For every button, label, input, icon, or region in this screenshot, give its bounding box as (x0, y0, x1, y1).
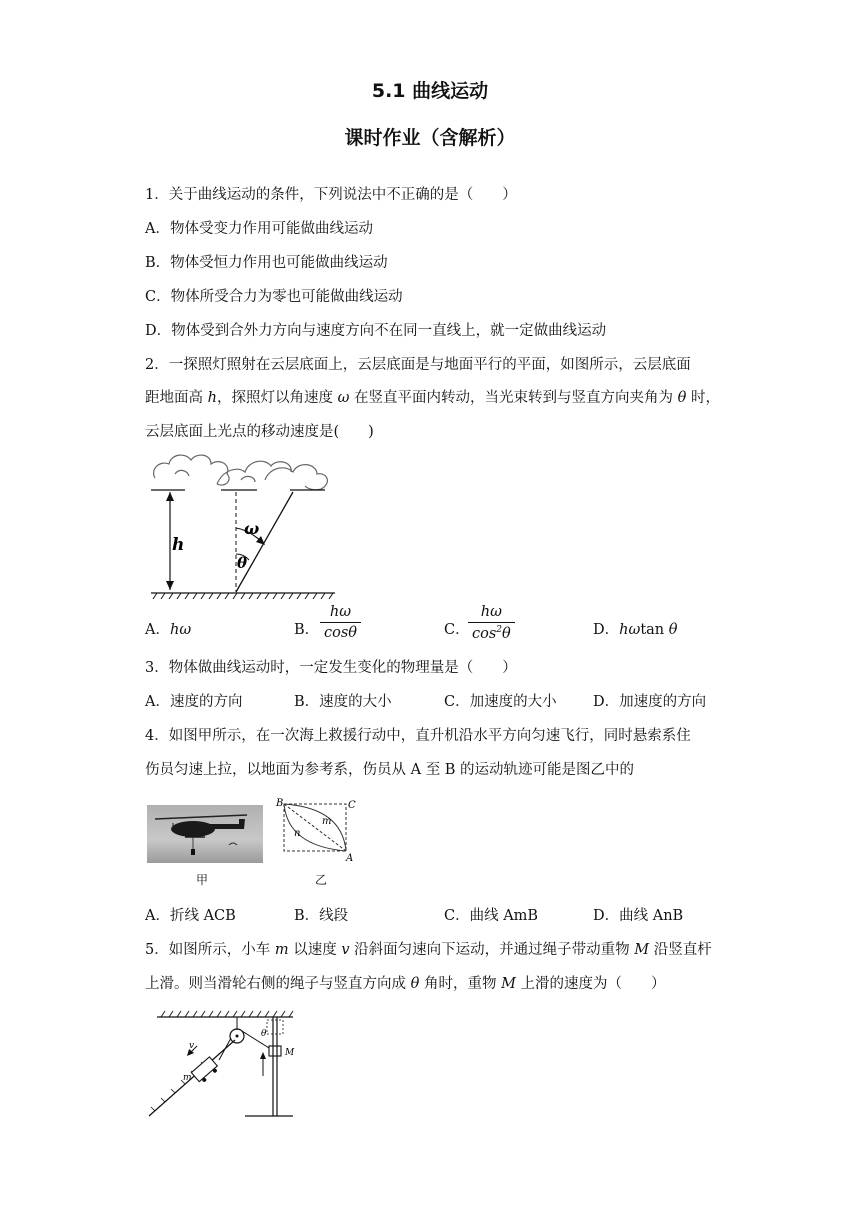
q2-option-b-fraction: hω cosθ (320, 604, 361, 641)
q4-option-a: A．折线 ACB (145, 908, 236, 924)
point-b-label: B (276, 798, 284, 809)
q4-option-d: D．曲线 AnB (593, 908, 684, 924)
helicopter-icon (147, 805, 263, 863)
q3-option-a: A．速度的方向 (145, 694, 243, 710)
q3-option-c: C．加速度的大小 (444, 694, 557, 710)
point-n-label: n (294, 828, 301, 839)
q1-option-a: A．物体受变力作用可能做曲线运动 (145, 221, 373, 237)
cart-m-label: m (183, 1073, 192, 1083)
page-subtitle: 课时作业（含解析） (344, 127, 516, 149)
q3-option-b: B．速度的大小 (294, 694, 392, 710)
angle-theta-label: θ (261, 1029, 267, 1039)
q5-stem-line2: 上滑。则当滑轮右侧的绳子与竖直方向成 θ 角时，重物 M 上滑的速度为（ ） (145, 976, 666, 992)
figure-yi-caption: 乙 (315, 873, 328, 887)
q2-option-c-fraction: hω $\cos^2\theta$ (468, 604, 515, 642)
helicopter-photo (147, 805, 263, 863)
q2-stem-line3: 云层底面上光点的移动速度是( ) (145, 424, 374, 440)
q1-stem: 1．关于曲线运动的条件，下列说法中不正确的是（ ） (145, 187, 517, 203)
point-m-label: m (322, 816, 332, 827)
q2-stem-line1: 2．一探照灯照射在云层底面上，云层底面是与地面平行的平面，如图所示，云层底面 (145, 357, 691, 373)
cloud-icon (154, 455, 328, 490)
q5-stem-line1: 5．如图所示，小车 m 以速度 v 沿斜面匀速向下运动，并通过绳子带动重物 M 沿竖直杆 (145, 942, 712, 958)
q1-option-b: B．物体受恒力作用也可能做曲线运动 (145, 255, 388, 271)
omega-label: ω (244, 519, 260, 538)
velocity-label: v (189, 1041, 195, 1051)
trajectory-diagram (272, 798, 362, 876)
q4-stem-line1: 4．如图甲所示，在一次海上救援行动中，直升机沿水平方向匀速飞行，同时悬索系住 (145, 728, 691, 744)
incline-pulley-figure (145, 1008, 305, 1123)
figure-jia-caption: 甲 (196, 873, 209, 887)
point-a-label: A (346, 853, 354, 864)
searchlight-figure (145, 450, 340, 602)
q4-option-b: B．线段 (294, 908, 349, 924)
q4-option-c: C．曲线 AmB (444, 908, 539, 924)
q2-option-c-label: C． (444, 622, 470, 638)
q3-stem: 3．物体做曲线运动时，一定发生变化的物理量是（ ） (145, 660, 517, 676)
weight-m-label: M (285, 1048, 295, 1058)
q2-stem-line2: 距地面高 h，探照灯以角速度 ω 在竖直平面内转动，当光束转到与竖直方向夹角为 θ 时， (145, 390, 720, 406)
q1-option-d: D．物体受到合外力方向与速度方向不在同一直线上，就一定做曲线运动 (145, 323, 607, 339)
height-label: h (172, 535, 185, 555)
q2-option-b-label: B． (294, 622, 320, 638)
theta-label: θ (237, 554, 248, 572)
point-c-label: C (348, 800, 356, 811)
q1-option-c: C．物体所受合力为零也可能做曲线运动 (145, 289, 403, 305)
cart-icon (191, 1057, 220, 1085)
q4-stem-line2: 伤员匀速上拉，以地面为参考系，伤员从 A 至 B 的运动轨迹可能是图乙中的 (145, 762, 635, 778)
page-title: 5.1 曲线运动 (371, 80, 489, 102)
q2-option-a: A．hω (145, 622, 192, 638)
q2-option-d: D．hωtan θ (593, 622, 678, 638)
q3-option-d: D．加速度的方向 (593, 694, 707, 710)
weight-block (269, 1046, 281, 1056)
